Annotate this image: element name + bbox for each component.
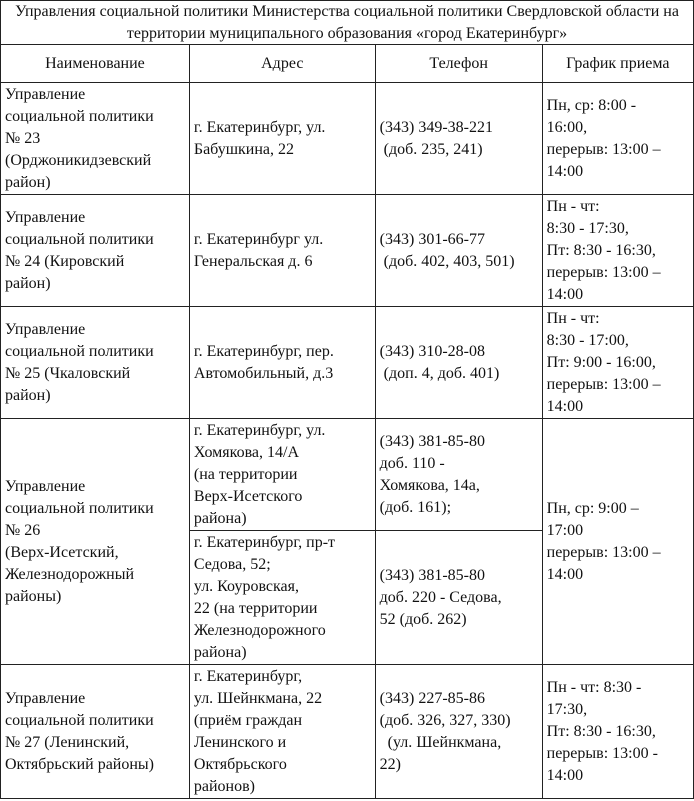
phone-cell: (343) 301-66-77 (доб. 402, 403, 501) (375, 195, 542, 307)
table-title: Управления социальной политики Министерства социальной политики Свердловской области на территории муниципального образования «город Екатеринбург» (0, 0, 694, 44)
phone-cell: (343) 227-85-86 (доб. 326, 327, 330) (ул. Шейнкмана, 22) (375, 665, 542, 799)
column-header-schedule: График приема (542, 45, 693, 83)
phone-cell: (343) 349-38-221 (доб. 235, 241) (375, 83, 542, 195)
office-name-cell: Управление социальной политики № 27 (Ленинский, Октябрьский районы) (1, 665, 190, 799)
table-row (1, 665, 694, 799)
column-header-phone: Телефон (375, 45, 542, 83)
schedule-cell: Пн, ср: 9:00 – 17:00 перерыв: 13:00 – 14:00 (542, 419, 693, 665)
table-row (1, 83, 694, 195)
address-cell: г. Екатеринбург, ул. Бабушкина, 22 (189, 83, 375, 195)
schedule-cell: Пн - чт: 8:30 - 17:30, Пт: 8:30 - 16:30, перерыв: 13:00 - 14:00 (542, 665, 693, 799)
office-name-cell: Управление социальной политики № 25 (Чкаловский район) (1, 307, 190, 419)
schedule-cell: Пн, ср: 8:00 - 16:00, перерыв: 13:00 – 14:00 (542, 83, 693, 195)
table-row (1, 195, 694, 307)
address-cell: г. Екатеринбург, пер. Автомобильный, д.3 (189, 307, 375, 419)
header-row (1, 45, 694, 83)
office-name-cell: Управление социальной политики № 23 (Орджоникидзевский район) (1, 83, 190, 195)
schedule-cell: Пн - чт: 8:30 - 17:00, Пт: 9:00 - 16:00, перерыв: 13:00 – 14:00 (542, 307, 693, 419)
address-cell: г. Екатеринбург, ул. Шейнкмана, 22 (приём граждан Ленинского и Октябрьского районов) (189, 665, 375, 799)
phone-cell: (343) 381-85-80 доб. 110 - Хомякова, 14а, (доб. 161); (375, 419, 542, 531)
address-cell: г. Екатеринбург ул. Генеральская д. 6 (189, 195, 375, 307)
table-row (1, 419, 694, 531)
address-cell: г. Екатеринбург, пр-т Седова, 52; ул. Коуровская, 22 (на территории Железнодорожного района) (189, 531, 375, 665)
table-row (1, 307, 694, 419)
column-header-name: Наименование (1, 45, 190, 83)
schedule-cell: Пн - чт: 8:30 - 17:30, Пт: 8:30 - 16:30, перерыв: 13:00 – 14:00 (542, 195, 693, 307)
phone-cell: (343) 381-85-80 доб. 220 - Седова, 52 (доб. 262) (375, 531, 542, 665)
office-name-cell: Управление социальной политики № 24 (Кировский район) (1, 195, 190, 307)
phone-cell: (343) 310-28-08 (доп. 4, доб. 401) (375, 307, 542, 419)
office-name-cell: Управление социальной политики № 26 (Верх-Исетский, Железнодорожный районы) (1, 419, 190, 665)
address-cell: г. Екатеринбург, ул. Хомякова, 14/А (на территории Верх-Исетского района) (189, 419, 375, 531)
column-header-address: Адрес (189, 45, 375, 83)
